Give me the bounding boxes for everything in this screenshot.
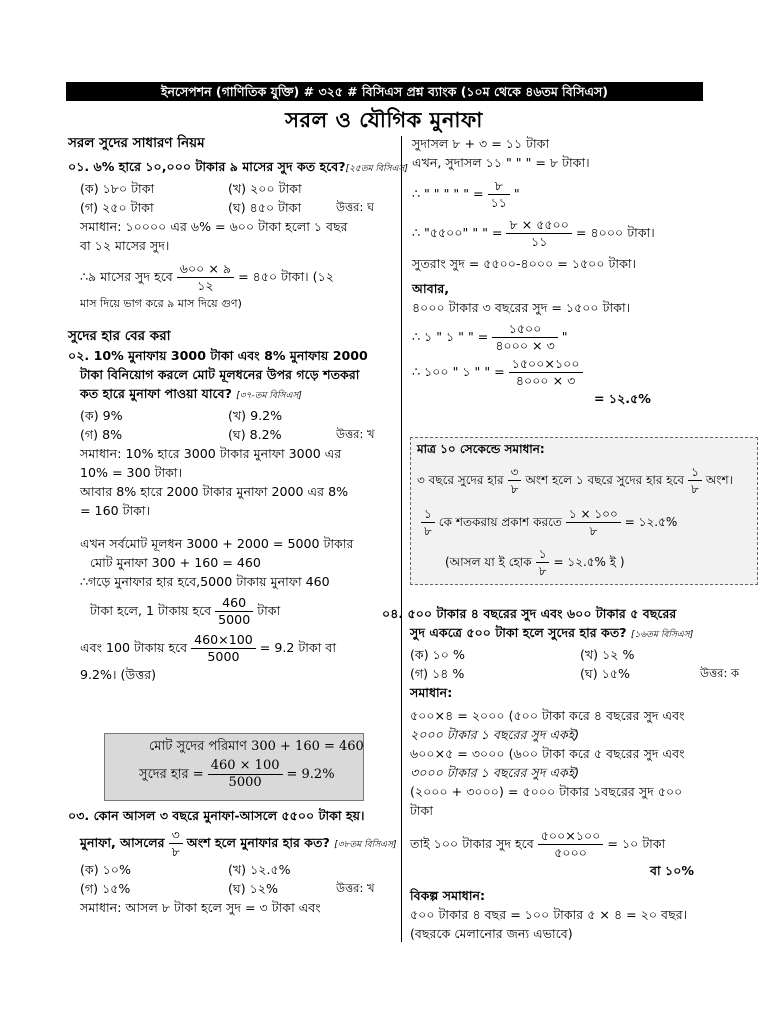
solution-line	[410, 828, 760, 861]
text: টাকা হলে, 1 টাকায় হবে	[90, 603, 212, 618]
numerator: 460 × 100	[208, 758, 283, 775]
solution-line: (বছরকে মেলানোর জন্য এভাবে)	[410, 926, 573, 941]
question-text: 10% মুনাফায় 3000 টাকা এবং 8% মুনাফায় 2000	[93, 348, 368, 363]
question-text	[68, 806, 393, 825]
denominator: ৪০০০ × ৩	[495, 338, 555, 353]
option-b: (খ) ১২ %	[580, 647, 635, 662]
box-line	[139, 758, 335, 791]
option-c: (গ) 8%	[80, 427, 123, 442]
options-row	[68, 425, 393, 444]
fraction	[488, 178, 510, 211]
option-d: (ঘ) ১৫%	[580, 666, 630, 681]
numerator: ৫০০×১০০	[538, 828, 604, 845]
text: ∴ ১ " ১ " " =	[412, 329, 489, 344]
answer: উত্তর: খ	[336, 881, 375, 895]
fraction	[508, 464, 522, 497]
text: তাই ১০০ টাকার সুদ হবে	[410, 836, 534, 851]
question-text	[68, 827, 397, 860]
numerator: ১৫০০	[492, 321, 557, 338]
header-banner: ইনসেপশন (গাণিতিক যুক্তি) # ৩২৫ # বিসিএস প্রশ্ন ব্যাংক (১০ম থেকে ৪৬তম বিসিএস)	[66, 82, 703, 101]
fraction	[177, 261, 234, 294]
solution-line: ৫০০×৪ = ২০০০ (৫০০ টাকা করে ৪ বছরের সুদ এবং	[410, 708, 685, 723]
question-text: ৬% হারে ১০,০০০ টাকার ৯ মাসের সুদ কত হবে?	[93, 159, 346, 174]
question-number: ০১.	[68, 159, 90, 174]
text: ∴ ১০০ " ১ " " =	[412, 364, 505, 379]
options-row	[68, 879, 393, 898]
result: বা ১০%	[650, 863, 695, 878]
denominator: ১১	[531, 234, 548, 249]
question-number: ০২.	[68, 348, 90, 363]
option-d: (ঘ) 8.2%	[228, 427, 282, 442]
fraction	[492, 321, 557, 354]
solution-line	[410, 217, 760, 250]
text: ∴ " " " " " =	[412, 186, 484, 201]
numerator: ১৫০০×১০০	[509, 356, 583, 373]
option-b: (খ) ১২.৫%	[228, 862, 291, 877]
text: ∴ "৫৫০০" " " =	[412, 225, 503, 240]
solution-line: 10% = 300 টাকা।	[80, 465, 183, 480]
column-divider	[401, 136, 402, 942]
solution-line: সুতরাং সুদ = ৫৫০০-৪০০০ = ১৫০০ টাকা।	[412, 256, 637, 271]
option-d: (ঘ) ১২%	[228, 881, 278, 896]
fraction	[538, 828, 604, 861]
box-line	[417, 506, 677, 539]
numerator: ৩	[169, 827, 183, 844]
question-source: [৩৮তম বিসিএস]	[334, 840, 397, 850]
solution-line: 9.2%। (উত্তর)	[80, 667, 157, 682]
solution-line: ∴গড়ে মুনাফার হার হবে,5000 টাকায় মুনাফা 460	[80, 574, 330, 589]
denominator: ৮	[589, 524, 598, 538]
answer: উত্তর: খ	[336, 427, 375, 441]
solution-line: বা ১২ মাসের সুদ।	[80, 238, 170, 253]
fraction	[688, 464, 702, 497]
fraction	[191, 632, 256, 665]
text: এবং 100 টাকায় হবে	[80, 640, 188, 655]
numerator: ১	[421, 506, 435, 523]
text: মুনাফা, আসলের	[80, 835, 165, 850]
options-row	[68, 198, 393, 217]
solution-line: ৩০০০ টাকার ১ বছরের সুদ একই)	[410, 765, 580, 780]
section-heading: সুদের হার বের করা	[68, 328, 171, 344]
denominator: ১১	[490, 195, 507, 210]
fraction	[506, 217, 571, 250]
summary-box	[104, 733, 364, 801]
numerator: ১	[536, 546, 550, 563]
denominator: ৮	[691, 482, 699, 496]
options-row	[68, 406, 393, 425]
text: সুদ একত্রে ৫০০ টাকা হলে সুদের হার কত?	[410, 625, 627, 640]
text: কে শতকরায় প্রকাশ করতে	[438, 515, 562, 529]
solution-line: ৪০০০ টাকার ৩ বছরের সুদ = ১৫০০ টাকা।	[412, 300, 631, 315]
numerator: ৮ × ৫৫০০	[506, 217, 571, 234]
numerator: 460×100	[191, 632, 256, 649]
options-row	[410, 645, 760, 664]
answer: উত্তর: ক	[700, 666, 740, 680]
question-2	[68, 346, 393, 365]
options-row	[68, 860, 393, 879]
option-c: (গ) ১৪ %	[410, 666, 465, 681]
solution-line	[410, 356, 760, 389]
fraction	[536, 546, 550, 579]
fraction	[169, 827, 183, 860]
question-text	[410, 623, 760, 645]
numerator: ৩	[508, 464, 522, 481]
text: কোন আসল ৩ বছরে মুনাফা-আসলে ৫৫০০ টাকা হয়।	[93, 808, 365, 823]
fraction	[509, 356, 583, 389]
numerator: ১	[688, 464, 702, 481]
denominator: ৫০০০	[554, 845, 587, 860]
solution-line: (২০০০ + ৩০০০) = ৫০০০ টাকার ১বছরের সুদ ৫০০	[410, 784, 683, 799]
solution-label: সমাধান:	[410, 685, 453, 700]
section-heading: সরল সুদের সাধারণ নিয়ম	[68, 135, 205, 151]
text: (আসল যা ই হোক	[445, 555, 532, 569]
text: কত হারে মুনাফা পাওয়া যাবে?	[80, 386, 232, 401]
question-3	[68, 806, 397, 917]
text: ∴৯ মাসের সুদ হবে	[80, 269, 173, 284]
question-1	[68, 157, 408, 179]
denominator: ৮	[424, 524, 432, 538]
solution-line: সমাধান: আসল ৮ টাকা হলে সুদ = ৩ টাকা এবং	[80, 900, 321, 915]
option-a: (ক) ১৮০ টাকা	[80, 181, 155, 196]
box-line	[417, 464, 733, 497]
option-c: (গ) ২৫০ টাকা	[80, 200, 154, 215]
solution-line: ২০০০ টাকার ১ বছরের সুদ একই)	[410, 727, 580, 742]
alt-solution-label: বিকল্প সমাধান:	[410, 888, 486, 903]
solution-line: এখন, সুদাসল ১১ " " " = ৮ টাকা।	[412, 155, 590, 170]
solution-line: মোট মুনাফা 300 + 160 = 460	[90, 555, 261, 570]
solution-line	[410, 178, 760, 211]
question-source: [৩৭-তম বিসিএস]	[236, 391, 302, 401]
solution-line: সমাধান: ১০০০০ এর ৬% = ৬০০ টাকা হলো ১ বছর	[80, 219, 348, 234]
question-4	[382, 604, 760, 943]
solution-line: আবার,	[412, 281, 450, 296]
text: = ৪০০০ টাকা।	[575, 225, 655, 240]
numerator: ৬০০ × ৯	[177, 261, 234, 278]
denominator: ৮	[510, 482, 519, 496]
quick-solution-box	[410, 437, 758, 585]
text: সুদের হার =	[139, 767, 204, 782]
left-column	[68, 134, 408, 684]
option-b: (খ) ২০০ টাকা	[228, 181, 302, 196]
text: = ১০ টাকা	[607, 836, 666, 851]
solution-line: এখন সর্বমোট মূলধন 3000 + 2000 = 5000 টাকার	[80, 536, 354, 551]
option-a: (ক) ১০%	[80, 862, 131, 877]
box-line	[445, 546, 625, 579]
fraction	[566, 506, 621, 539]
option-a: (ক) ১০ %	[410, 647, 465, 662]
denominator: ৮	[538, 564, 547, 578]
text: টাকা	[257, 603, 281, 618]
option-a: (ক) 9%	[80, 408, 123, 423]
fraction	[421, 506, 435, 539]
solution-line: = 160 টাকা।	[80, 503, 151, 518]
solution-line: আবার 8% হারে 2000 টাকার মুনাফা 2000 এর 8%	[80, 484, 349, 499]
fraction	[215, 595, 253, 628]
fraction	[208, 758, 283, 791]
solution-line: সমাধান: 10% হারে 3000 টাকার মুনাফা 3000 এর	[80, 446, 342, 461]
text: অংশ হলে ১ বছরে সুদের হার হবে	[525, 473, 685, 487]
question-text	[68, 384, 393, 406]
solution-line: টাকা	[410, 803, 433, 818]
option-b: (খ) 9.2%	[228, 408, 283, 423]
option-c: (গ) ১৫%	[80, 881, 131, 896]
question-text	[382, 604, 760, 623]
text: ৫০০ টাকার ৪ বছরের সুদ এবং ৬০০ টাকার ৫ বছরের	[407, 606, 677, 621]
result: = ১২.৫%	[594, 391, 651, 406]
option-d: (ঘ) ৪৫০ টাকা	[228, 200, 302, 215]
options-row	[410, 664, 760, 683]
denominator: 5000	[218, 612, 251, 627]
numerator: ১ × ১০০	[566, 506, 621, 523]
denominator: ১২	[197, 278, 214, 293]
text: "	[513, 186, 520, 201]
question-number: ০৩.	[68, 808, 90, 823]
text: অংশ।	[705, 473, 733, 487]
solution-line	[68, 595, 393, 628]
solution-line: ৬০০×৫ = ৩০০০ (৬০০ টাকা করে ৫ বছরের সুদ এবং	[410, 746, 685, 761]
text: = 9.2 টাকা বা	[259, 640, 337, 655]
answer: উত্তর: ঘ	[336, 200, 375, 214]
solution-line: ৫০০ টাকার ৪ বছর = ১০০ টাকার ৫ × ৪ = ২০ বছর।	[410, 907, 688, 922]
text: ৩ বছরে সুদের হার	[417, 473, 504, 487]
solution-line	[410, 321, 760, 354]
box-line: মোট সুদের পরিমাণ 300 + 160 = 460	[149, 739, 364, 754]
solution-line: সুদাসল ৮ + ৩ = ১১ টাকা	[412, 136, 550, 151]
text: "	[561, 329, 568, 344]
denominator: ৮	[171, 844, 180, 859]
solution-line: মাস দিয়ে ভাগ করে ৯ মাস দিয়ে গুণ)	[80, 297, 242, 310]
numerator: 460	[215, 595, 253, 612]
question-number: ০৪.	[382, 606, 404, 621]
solution-line	[68, 632, 393, 665]
denominator: ৪০০০ × ৩	[515, 373, 576, 388]
text: অংশ হলে মুনাফার হার কত?	[186, 835, 330, 850]
question-source: [২৫তম বিসিএস]	[345, 164, 408, 174]
denominator: 5000	[228, 775, 262, 790]
solution-line	[68, 261, 393, 294]
text: = ১২.৫% ই )	[553, 555, 625, 569]
text: = ১২.৫%	[624, 515, 678, 529]
page-title: সরল ও যৌগিক মুনাফা	[285, 108, 483, 132]
text: = 9.2%	[286, 767, 335, 782]
question-source: [১৬তম বিসিএস]	[631, 630, 694, 640]
question-text: টাকা বিনিয়োগ করলে মোট মূলধনের উপর গড়ে শতকরা	[80, 367, 360, 382]
text: = ৪৫০ টাকা। (১২	[238, 269, 334, 284]
options-row	[68, 179, 393, 198]
numerator: ৮	[488, 178, 510, 195]
right-column	[410, 134, 760, 408]
denominator: 5000	[207, 649, 240, 664]
box-title: মাত্র ১০ সেকেন্ডে সমাধান:	[417, 442, 545, 456]
